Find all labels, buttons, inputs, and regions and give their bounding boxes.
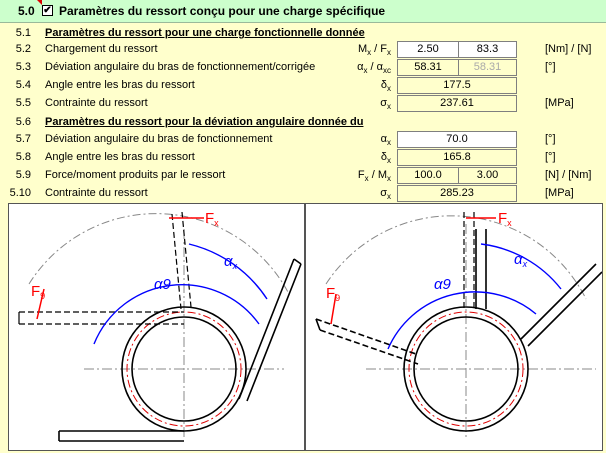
section-number: 5.0 [18,4,35,18]
row-given-deflection [0,130,606,148]
arm-angle-value-2: 165.8 [397,149,517,166]
row-unit: [°] [545,133,556,145]
subsection-title: Paramètres du ressort pour la déviation angulaire donnée du [45,116,364,128]
row-label: Contrainte du ressort [45,187,148,199]
row-angular-deflection [0,58,606,76]
alpha-x-label: $\alpha_x$ [514,251,528,269]
row-symbol: $\sigma_x$ [380,187,391,202]
row-number: 5.7 [15,133,31,145]
row-symbol: $\sigma_x$ [380,97,391,112]
section-header [0,0,606,23]
row-symbol: $M_x / F_x$ [357,43,391,58]
spring-diagram-right [305,203,603,451]
row-symbol: $F_x / M_x$ [357,169,391,184]
row-label: Déviation angulaire du bras de fonctionnement [45,133,273,145]
row-spring-load [0,40,606,58]
force-g-label: $F_9$ [326,285,341,303]
deflection-input[interactable]: 70.0 [397,131,517,148]
row-label: Force/moment produits par le ressort [45,169,226,181]
row-unit: [MPa] [545,187,574,199]
row-arm-angle-2 [0,148,606,166]
row-label: Contrainte du ressort [45,97,148,109]
row-symbol: $\alpha_x / \alpha_{xc}$ [357,61,391,76]
stress-value: 237.61 [397,95,517,112]
row-label: Chargement du ressort [45,43,158,55]
row-number: 5.4 [15,79,31,91]
row-unit: [MPa] [545,97,574,109]
row-unit: [°] [545,151,556,163]
row-number: 5.2 [15,43,31,55]
force-g-label: $F_9$ [31,283,46,301]
force-x-label: $F_x$ [498,210,512,228]
row-spring-stress-2 [0,184,606,202]
section-checkbox[interactable]: ✔ [43,5,52,16]
alpha-x-label: $\alpha_x$ [224,253,238,271]
row-spring-stress [0,94,606,112]
row-number: 5.6 [15,116,31,128]
subsection-header-2 [0,113,606,131]
deflection-value: 58.31 [397,59,459,76]
alpha-9-label: α9 [434,276,451,293]
row-number: 5.9 [15,169,31,181]
moment-input[interactable]: 2.50 [397,41,459,58]
spring-diagram-left [8,203,305,451]
row-symbol: $\alpha_x$ [380,133,391,148]
subsection-title: Paramètres du ressort pour une charge fonctionnelle donnée [45,27,365,39]
force-value: 100.0 [397,167,459,184]
row-symbol: $\delta_x$ [380,151,391,166]
row-unit: [°] [545,61,556,73]
row-symbol: $\delta_x$ [380,79,391,94]
alpha-9-label: α9 [154,276,171,293]
row-unit: [Nm] / [N] [545,43,592,55]
row-number: 5.10 [9,187,31,199]
row-arm-angle [0,76,606,94]
moment-value: 3.00 [458,167,517,184]
force-output[interactable]: 83.3 [458,41,517,58]
row-number: 5.1 [15,27,31,39]
corrected-deflection-value: 58.31 [458,59,517,76]
row-unit: [N] / [Nm] [545,169,592,181]
row-number: 5.8 [15,151,31,163]
row-force-moment [0,166,606,184]
row-label: Angle entre les bras du ressort [45,151,195,163]
section-title: Paramètres du ressort conçu pour une charge spécifique [59,4,386,18]
force-x-label: $F_x$ [205,210,219,228]
row-number: 5.3 [15,61,31,73]
stress-value-2: 285.23 [397,185,517,202]
arm-angle-value: 177.5 [397,77,517,94]
row-number: 5.5 [15,97,31,109]
row-label: Déviation angulaire du bras de fonctionnement/corrigée [45,61,316,73]
row-label: Angle entre les bras du ressort [45,79,195,91]
